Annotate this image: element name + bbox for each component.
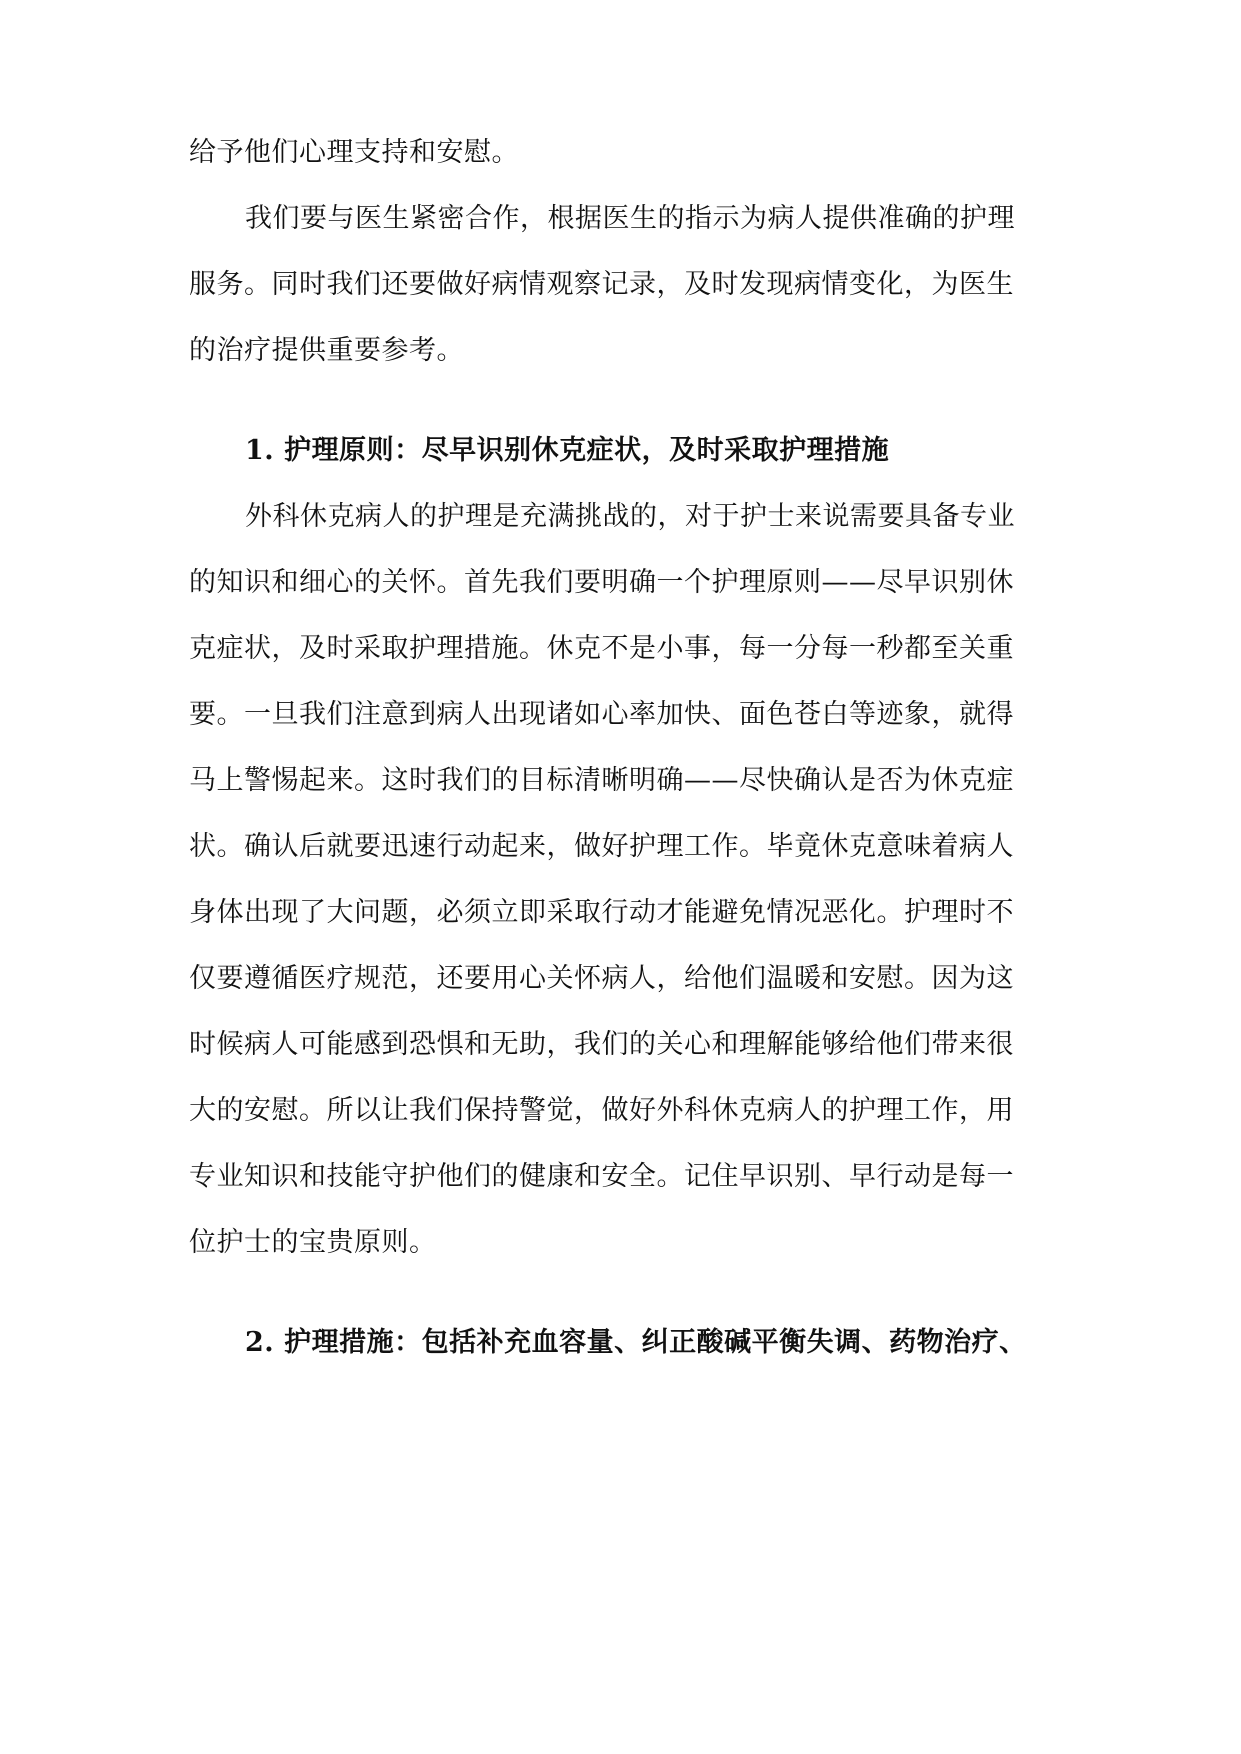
section-heading: 1. 护理原则：尽早识别休克症状，及时采取护理措施	[245, 435, 890, 466]
paragraph-line: 的治疗提供重要参考。	[189, 335, 464, 366]
paragraph-line: 给予他们心理支持和安慰。	[189, 137, 519, 168]
paragraph-line: 位护士的宝贵原则。	[189, 1227, 437, 1258]
paragraph-line: 马上警惕起来。这时我们的目标清晰明确——尽快确认是否为休克症	[189, 765, 1014, 796]
paragraph-line: 服务。同时我们还要做好病情观察记录，及时发现病情变化，为医生	[189, 269, 1014, 300]
section-heading: 2. 护理措施：包括补充血容量、纠正酸碱平衡失调、药物治疗、	[245, 1327, 1027, 1358]
paragraph-line: 的知识和细心的关怀。首先我们要明确一个护理原则——尽早识别休	[189, 567, 1014, 598]
paragraph-line: 要。一旦我们注意到病人出现诸如心率加快、面色苍白等迹象，就得	[189, 699, 1014, 730]
paragraph-line: 时候病人可能感到恐惧和无助，我们的关心和理解能够给他们带来很	[189, 1029, 1014, 1060]
paragraph-line: 身体出现了大问题，必须立即采取行动才能避免情况恶化。护理时不	[189, 897, 1014, 928]
paragraph-line: 克症状，及时采取护理措施。休克不是小事，每一分每一秒都至关重	[189, 633, 1014, 664]
paragraph-line: 外科休克病人的护理是充满挑战的，对于护士来说需要具备专业	[245, 501, 1015, 532]
paragraph-line: 我们要与医生紧密合作，根据医生的指示为病人提供准确的护理	[245, 203, 1015, 234]
paragraph-line: 专业知识和技能守护他们的健康和安全。记住早识别、早行动是每一	[189, 1161, 1014, 1192]
paragraph-line: 大的安慰。所以让我们保持警觉，做好外科休克病人的护理工作，用	[189, 1095, 1014, 1126]
paragraph-line: 状。确认后就要迅速行动起来，做好护理工作。毕竟休克意味着病人	[189, 831, 1014, 862]
paragraph-line: 仅要遵循医疗规范，还要用心关怀病人，给他们温暖和安慰。因为这	[189, 963, 1014, 994]
